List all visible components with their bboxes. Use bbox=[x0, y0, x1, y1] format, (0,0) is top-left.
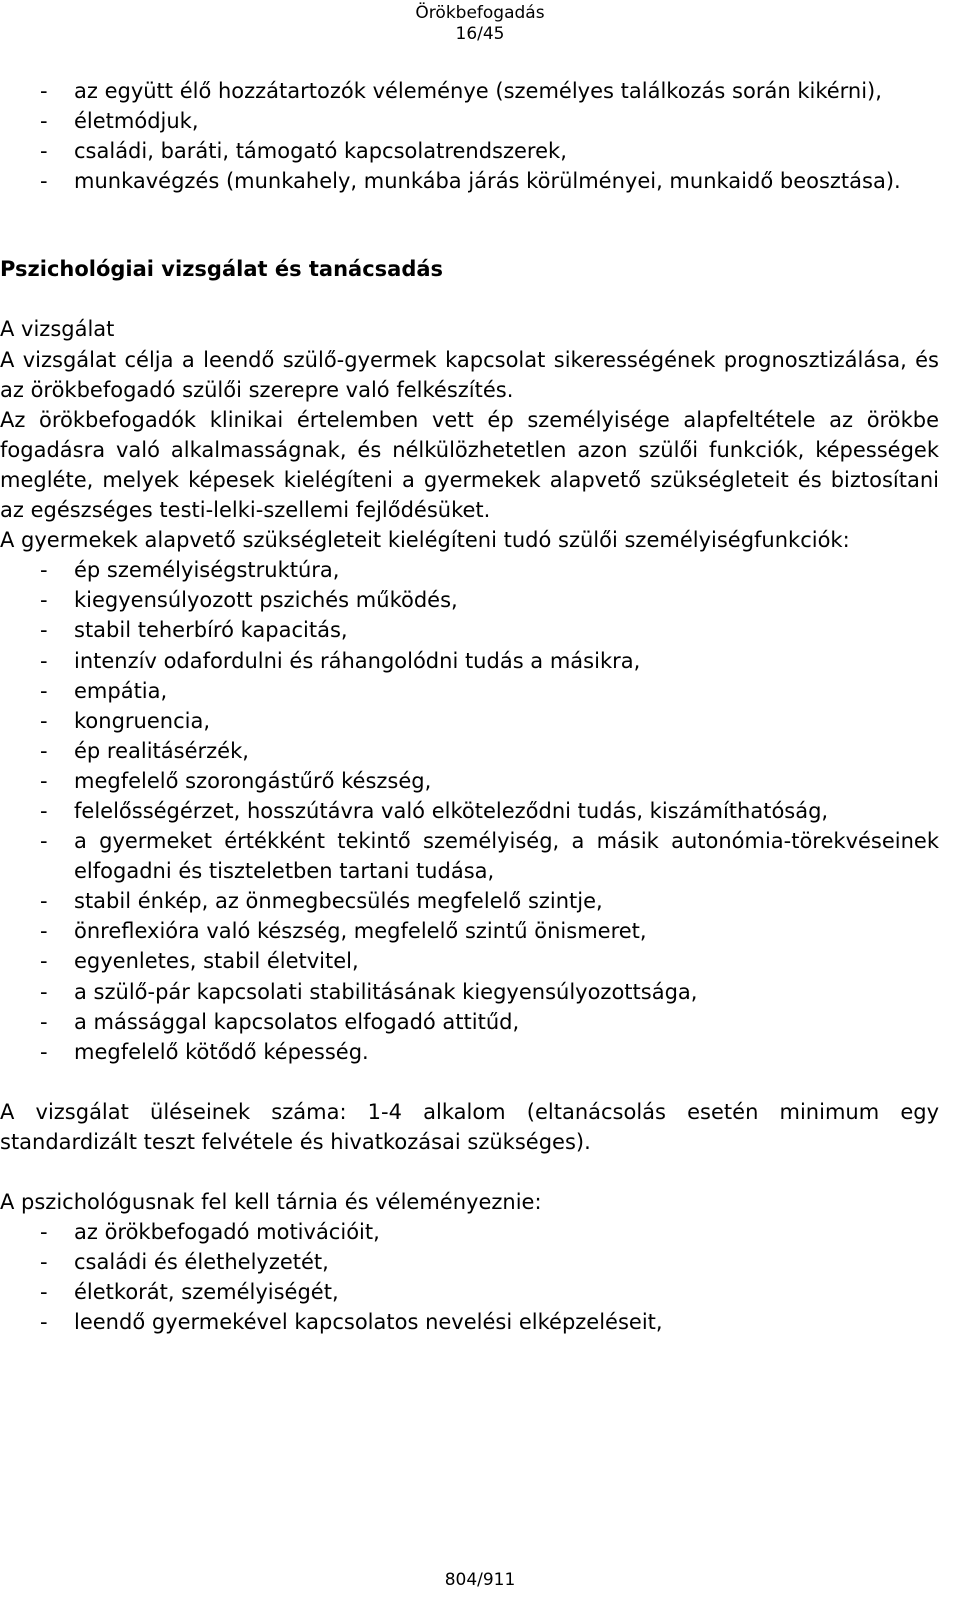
list-item: - empátia, bbox=[0, 676, 939, 706]
dash-bullet: - bbox=[40, 169, 48, 194]
paragraph-functions-intro: A gyermekek alapvető szükségleteit kielégíteni tudó szülői személyiségfunkciók: bbox=[0, 528, 850, 553]
dash-bullet: - bbox=[40, 618, 48, 643]
dash-bullet: - bbox=[40, 678, 48, 703]
list-item: - ép személyiségstruktúra, bbox=[0, 555, 939, 585]
dash-bullet: - bbox=[40, 798, 48, 823]
dash-bullet: - bbox=[40, 648, 48, 673]
psychologist-tasks-list bbox=[0, 1217, 939, 1337]
dash-bullet: - bbox=[40, 738, 48, 763]
section-subheading: A vizsgálat bbox=[0, 317, 115, 342]
list-item: - megfelelő szorongástűrő készség, bbox=[0, 766, 939, 796]
running-header-page-number: 16/45 bbox=[455, 24, 505, 44]
list-item: - a mássággal kapcsolatos elfogadó attitűd, bbox=[0, 1007, 939, 1037]
dash-bullet: - bbox=[40, 919, 48, 944]
dash-bullet: - bbox=[40, 949, 48, 974]
personality-functions-list bbox=[0, 555, 939, 1067]
dash-bullet: - bbox=[40, 1220, 48, 1245]
list-item: - életmódjuk, bbox=[0, 106, 939, 136]
paragraph-personality: Az örökbefogadók klinikai értelemben vett ép személyisége alapfeltétele az örökbe fogadásra való alkalmasságnak, és nélkülözhetetlen azon szülői funkciók, képességek megléte, melyek képesek kielégíteni a gyermekek alapvető szükségleteit és biztosítani az egészséges testi-lelki-szellemi fejlődésüket. bbox=[0, 407, 939, 523]
dash-bullet: - bbox=[40, 1009, 48, 1034]
dash-bullet: - bbox=[40, 558, 48, 583]
dash-bullet: - bbox=[40, 1310, 48, 1335]
paragraph-session-count: A vizsgálat üléseinek száma: 1-4 alkalom (eltanácsolás esetén minimum egy standardizált teszt felvétele és hivatkozásai szükséges). bbox=[0, 1099, 939, 1154]
list-item: - leendő gyermekével kapcsolatos nevelési elképzeléseit, bbox=[0, 1307, 939, 1337]
list-item: - munkavégzés (munkahely, munkába járás körülményei, munkaidő beosztása). bbox=[0, 166, 939, 196]
list-item: - az együtt élő hozzátartozók véleménye (személyes találkozás során kikérni), bbox=[0, 76, 939, 106]
list-item: - megfelelő kötődő képesség. bbox=[0, 1037, 939, 1067]
list-item: - családi, baráti, támogató kapcsolatrendszerek, bbox=[0, 136, 939, 166]
list-item: - életkorát, személyiségét, bbox=[0, 1277, 939, 1307]
list-item: - kongruencia, bbox=[0, 706, 939, 736]
section-heading: Pszichológiai vizsgálat és tanácsadás bbox=[0, 257, 444, 282]
list-item: - stabil énkép, az önmegbecsülés megfelelő szintje, bbox=[0, 886, 939, 916]
dash-bullet: - bbox=[40, 829, 48, 854]
list-item: - felelősségérzet, hosszútávra való elköteleződni tudás, kiszámíthatóság, bbox=[0, 796, 939, 826]
paragraph-purpose: A vizsgálat célja a leendő szülő-gyermek kapcsolat sikerességének prognosztizálása, és az örökbefogadó szülői szerepre való felkészítés. bbox=[0, 347, 939, 402]
list-item: - a gyermeket értékként tekintő személyiség, a másik autonómia-törekvéseinek elfogadni és tiszteletben tartani tudása, bbox=[0, 826, 939, 886]
list-item: - családi és élethelyzetét, bbox=[0, 1247, 939, 1277]
dash-bullet: - bbox=[40, 588, 48, 613]
list-item: - stabil teherbíró kapacitás, bbox=[0, 615, 939, 645]
dash-bullet: - bbox=[40, 1250, 48, 1275]
dash-bullet: - bbox=[40, 1280, 48, 1305]
list-item: - ép realitásérzék, bbox=[0, 736, 939, 766]
document-body bbox=[0, 76, 939, 1337]
list-item: - a szülő-pár kapcsolati stabilitásának kiegyensúlyozottsága, bbox=[0, 977, 939, 1007]
dash-bullet: - bbox=[40, 768, 48, 793]
paragraph-psychologist-tasks: A pszichológusnak fel kell tárnia és véleményeznie: bbox=[0, 1190, 542, 1214]
list-item: - önreflexióra való készség, megfelelő szintű önismeret, bbox=[0, 916, 939, 946]
list-item: - kiegyensúlyozott pszichés működés, bbox=[0, 585, 939, 615]
dash-bullet: - bbox=[40, 79, 48, 103]
running-header-title: Örökbefogadás bbox=[415, 3, 545, 23]
dash-bullet: - bbox=[40, 889, 48, 914]
list-item: - intenzív odafordulni és ráhangolódni tudás a másikra, bbox=[0, 646, 939, 676]
dash-bullet: - bbox=[40, 109, 48, 134]
list-item: - az örökbefogadó motivációit, bbox=[0, 1217, 939, 1247]
dash-bullet: - bbox=[40, 708, 48, 733]
dash-bullet: - bbox=[40, 139, 48, 164]
household-criteria-list bbox=[0, 76, 939, 196]
dash-bullet: - bbox=[40, 1039, 48, 1064]
dash-bullet: - bbox=[40, 979, 48, 1004]
page-footer-number: 804/911 bbox=[444, 1570, 516, 1590]
list-item: - egyenletes, stabil életvitel, bbox=[0, 946, 939, 976]
